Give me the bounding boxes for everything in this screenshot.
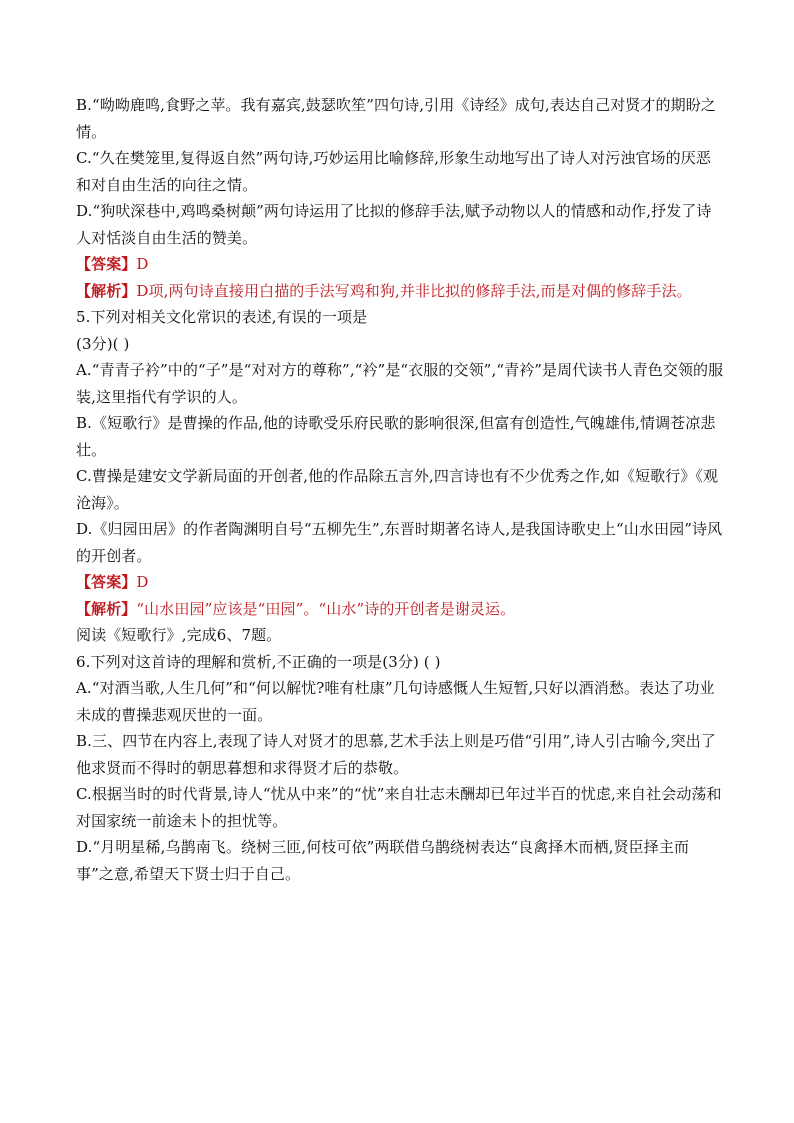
q4-answer-value: D	[136, 255, 149, 273]
q5-explain-label: 【解析】	[76, 599, 137, 618]
q5-stem: 5.下列对相关文化常识的表述,有误的一项是	[76, 308, 368, 326]
q5-option-c: C.曹操是建安文学新局面的开创者,他的作品除五言外,四言诗也有不少优秀之作,如《短歌行》《观沧海》。	[76, 467, 719, 512]
q6-option-c: C.根据当时的时代背景,诗人“忧从中来”的“忧”来自壮志未酬却已年过半百的忧虑,来自社会动荡和对国家统一前途未卜的担忧等。	[76, 785, 722, 830]
q5-option-d: D.《归园田居》的作者陶渊明自号“五柳先生”,东晋时期著名诗人,是我国诗歌史上“山水田园”诗风的开创者。	[76, 520, 723, 565]
q5-explain-text: “山水田园”应该是“田园”。“山水”诗的开创者是谢灵运。	[136, 599, 516, 618]
q6-option-d: D.“月明星稀,乌鹊南飞。绕树三匝,何枝可依”两联借乌鹊绕树表达“良禽择木而栖,贤臣择主而事”之意,希望天下贤士归于自己。	[76, 838, 690, 883]
q5-option-a: A.“青青子衿”中的“子”是“对对方的尊称”,“衿”是“衣服的交领”,“青衿”是周代读书人青色交领的服装,这里指代有学识的人。	[76, 361, 724, 406]
q4-explanation	[76, 278, 726, 305]
q4-option-b: B.“呦呦鹿鸣,食野之苹。我有嘉宾,鼓瑟吹笙”四句诗,引用《诗经》成句,表达自己对贤才的期盼之情。	[76, 96, 716, 141]
q4-option-c: C.“久在樊笼里,复得返自然”两句诗,巧妙运用比喻修辞,形象生动地写出了诗人对污浊官场的厌恶和对自由生活的向往之情。	[76, 149, 711, 194]
q5-answer-label: 【答案】	[76, 573, 137, 591]
q4-answer-label: 【答案】	[76, 255, 137, 273]
reading-intro: 阅读《短歌行》,完成6、7题。	[76, 626, 282, 644]
q4-explain-text: D项,两句诗直接用白描的手法写鸡和狗,并非比拟的修辞手法,而是对偶的修辞手法。	[136, 281, 692, 300]
q6-stem: 6.下列对这首诗的理解和赏析,不正确的一项是(3分) ( )	[76, 652, 441, 671]
q5-explanation	[76, 596, 726, 623]
q4-option-d: D.“狗吠深巷中,鸡鸣桑树颠”两句诗运用了比拟的修辞手法,赋予动物以人的情感和动作,抒发了诗人对恬淡自由生活的赞美。	[76, 202, 712, 247]
q4-explain-label: 【解析】	[76, 281, 137, 300]
q6-option-a: A.“对酒当歌,人生几何”和“何以解忧?唯有杜康”几句诗感慨人生短暂,只好以酒消愁。表达了功业未成的曹操悲观厌世的一面。	[76, 679, 715, 724]
q5-answer	[76, 569, 726, 596]
q4-answer	[76, 251, 726, 278]
q5-answer-value: D	[136, 573, 149, 591]
q5-option-b: B.《短歌行》是曹操的作品,他的诗歌受乐府民歌的影响很深,但富有创造性,气魄雄伟,情调苍凉悲壮。	[76, 414, 716, 459]
q5-score: (3分)( )	[76, 334, 130, 353]
q6-option-b: B.三、四节在内容上,表现了诗人对贤才的思慕,艺术手法上则是巧借“引用”,诗人引古喻今,突出了他求贤而不得时的朝思暮想和求得贤才后的恭敬。	[76, 732, 716, 777]
document-content	[76, 92, 726, 887]
